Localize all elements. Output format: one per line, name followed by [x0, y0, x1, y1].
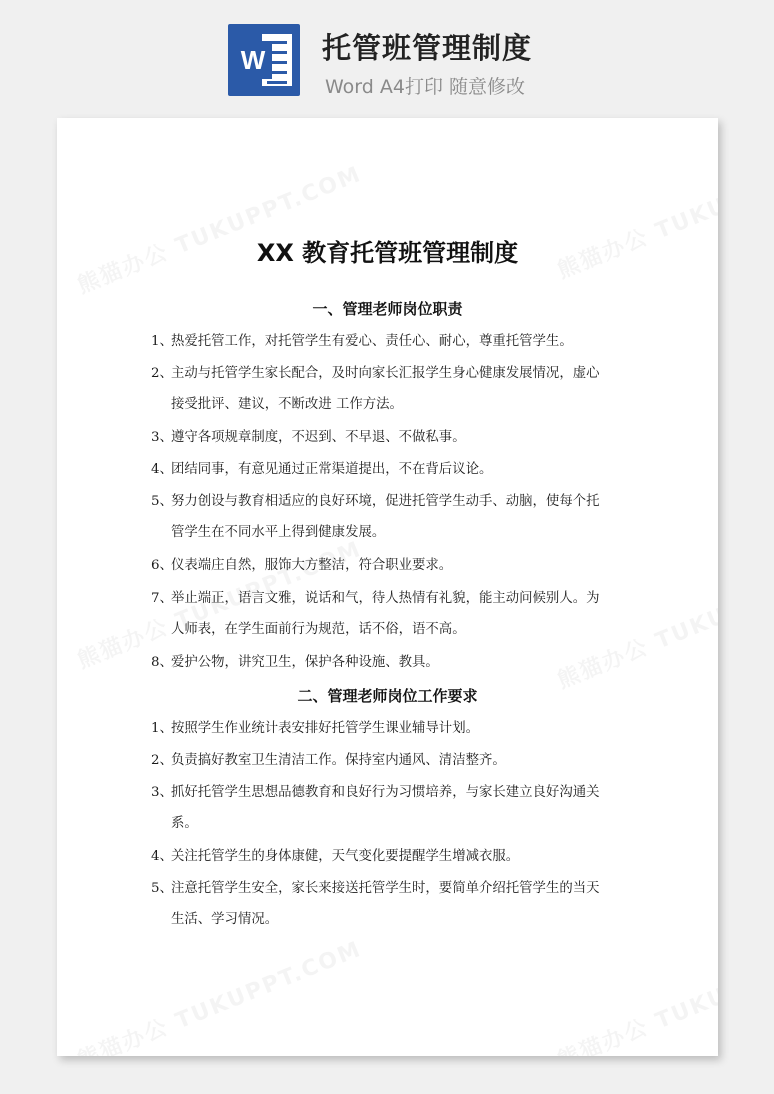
item-text: 按照学生作业统计表安排好托管学生课业辅导计划。 [171, 721, 479, 736]
watermark [552, 932, 718, 1056]
item-text: 爱护公物，讲究卫生，保护各种设施、教具。 [171, 655, 439, 670]
list-item [151, 647, 611, 678]
item-number: 5、 [151, 494, 173, 509]
item-text: 热爱托管工作，对托管学生有爱心、责任心、耐心，尊重托管学生。 [171, 334, 573, 349]
item-text: 团结同事，有意见通过正常渠道提出，不在背后议论。 [171, 462, 493, 477]
item-text: 遵守各项规章制度，不迟到、不早退、不做私事。 [171, 430, 466, 445]
list-item [151, 486, 611, 548]
word-letter: W [234, 41, 272, 79]
item-number: 4、 [151, 462, 173, 477]
list-item [151, 454, 611, 485]
list-item [151, 326, 611, 357]
item-text: 努力创设与教育相适应的良好环境，促进托管学生动手、动脑，使每个托管学生在不同水平上得到健康发展。 [171, 494, 600, 540]
list-item [151, 713, 611, 744]
section-heading: 一、管理老师岗位职责 [312, 300, 463, 318]
item-text: 关注托管学生的身体康健，天气变化要提醒学生增减衣服。 [171, 849, 520, 864]
item-number: 8、 [151, 655, 173, 670]
list-item [151, 422, 611, 453]
list-item [151, 841, 611, 872]
list-item [151, 745, 611, 776]
header [0, 0, 774, 118]
list-item [151, 358, 611, 420]
item-text: 负责搞好教室卫生清洁工作。保持室内通风、清洁整齐。 [171, 753, 506, 768]
item-number: 7、 [151, 591, 173, 606]
item-number: 2、 [151, 366, 173, 381]
list-item [151, 777, 611, 839]
item-text: 主动与托管学生家长配合，及时向家长汇报学生身心健康发展情况，虚心接受批评、建议，不断改进 工作方法。 [171, 366, 600, 412]
item-number: 1、 [151, 721, 173, 736]
item-number: 1、 [151, 334, 173, 349]
document-page [57, 118, 718, 1056]
item-number: 3、 [151, 430, 173, 445]
item-number: 5、 [151, 881, 173, 896]
item-text: 抓好托管学生思想品德教育和良好行为习惯培养，与家长建立良好沟通关系。 [171, 785, 600, 831]
item-text: 举止端正，语言文雅，说话和气，待人热情有礼貌，能主动问候别人。为人师表，在学生面前行为规范，话不俗，语不高。 [171, 591, 600, 637]
item-number: 6、 [151, 558, 173, 573]
section-heading: 二、管理老师岗位工作要求 [297, 687, 478, 705]
item-text: 仪表端庄自然，服饰大方整洁，符合职业要求。 [171, 558, 453, 573]
watermark [72, 932, 366, 1056]
header-subtitle: Word A4打印 随意修改 [325, 76, 526, 98]
list-item [151, 550, 611, 581]
list-item [151, 873, 611, 935]
document-title: XX 教育托管班管理制度 [256, 239, 519, 267]
item-number: 2、 [151, 753, 173, 768]
header-title: 托管班管理制度 [322, 31, 533, 65]
item-number: 4、 [151, 849, 173, 864]
word-icon [228, 24, 300, 96]
item-text: 注意托管学生安全，家长来接送托管学生时，要简单介绍托管学生的当天生活、学习情况。 [171, 881, 600, 927]
item-number: 3、 [151, 785, 173, 800]
watermark [72, 157, 366, 300]
list-item [151, 583, 611, 645]
